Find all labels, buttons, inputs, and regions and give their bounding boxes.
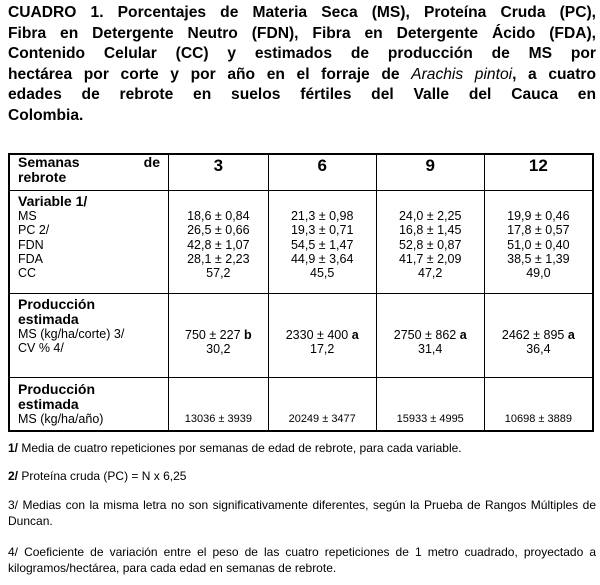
production-per-cut-week-12: 2462 ± 895 a 36,4 (484, 294, 593, 378)
footnote-2: 2/ Proteína cruda (PC) = N x 6,25 (8, 469, 187, 483)
header-weeks-cell: Semanas de rebrote (9, 154, 169, 191)
header-week-3: 3 (169, 154, 269, 191)
footnote-3: 3/ Medias con la misma letra no son significativamente diferentes, según la Prueba de Rangos Múltiples de Duncan. (8, 498, 596, 528)
header-week-6: 6 (268, 154, 376, 191)
variable-labels: Variable 1/ MS PC 2/ FDN FDA CC (9, 191, 169, 294)
production-per-year-labels: Producción estimada MS (kg/ha/año) (9, 378, 169, 431)
footnote-4: 4/ Coeficiente de variación entre el peso de las cuatro repeticiones de 1 metro cuadrado, proyectado a kilogramos/hectárea, para cada edad en semanas de rebrote. (8, 545, 596, 575)
header-week-12: 12 (484, 154, 593, 191)
caption-line: Contenido Celular (CC) y estimados de producción de MS por (8, 45, 596, 63)
caption-line: hectárea por corte y por año en el forraje de Arachis pintoi, a cuatro (8, 65, 597, 83)
production-per-year-week-9: 15933 ± 4995 (376, 378, 484, 431)
production-per-cut-week-6: 2330 ± 400 a 17,2 (268, 294, 376, 378)
caption-line: edades de rebrote en suelos fértiles del Valle del Cauca en (8, 86, 596, 104)
results-table (8, 153, 594, 432)
variable-values-week-6: 21,3 ± 0,98 19,3 ± 0,71 54,5 ± 1,47 44,9 ± 3,64 45,5 (268, 191, 376, 294)
production-per-year-week-12: 10698 ± 3889 (484, 378, 593, 431)
header-week-9: 9 (376, 154, 484, 191)
caption-line: CUADRO 1. Porcentajes de Materia Seca (MS), Proteína Cruda (PC), (8, 4, 596, 21)
variable-values-week-3: 18,6 ± 0,84 26,5 ± 0,66 42,8 ± 1,07 28,1 ± 2,23 57,2 (169, 191, 269, 294)
production-per-year-week-6: 20249 ± 3477 (268, 378, 376, 431)
production-per-cut-week-3: 750 ± 227 b 30,2 (169, 294, 269, 378)
caption-line: Colombia. (8, 106, 84, 124)
production-per-year-week-3: 13036 ± 3939 (169, 378, 269, 431)
table-row (9, 294, 593, 378)
production-per-cut-week-9: 2750 ± 862 a 31,4 (376, 294, 484, 378)
table-row (9, 378, 593, 431)
caption-line: Fibra en Detergente Neutro (FDN), Fibra en Detergente Ácido (FDA), (8, 24, 596, 42)
variable-values-week-9: 24,0 ± 2,25 16,8 ± 1,45 52,8 ± 0,87 41,7 ± 2,09 47,2 (376, 191, 484, 294)
table-row (9, 191, 593, 294)
footnote-1: 1/ Media de cuatro repeticiones por semanas de edad de rebrote, para cada variable. (8, 441, 462, 455)
production-per-cut-labels: Producción estimada MS (kg/ha/corte) 3/ CV % 4/ (9, 294, 169, 378)
species-name: Arachis pintoi (411, 65, 513, 83)
table-caption (8, 3, 596, 127)
table-header-row (9, 154, 593, 191)
variable-values-week-12: 19,9 ± 0,46 17,8 ± 0,57 51,0 ± 0,40 38,5 ± 1,39 49,0 (484, 191, 593, 294)
